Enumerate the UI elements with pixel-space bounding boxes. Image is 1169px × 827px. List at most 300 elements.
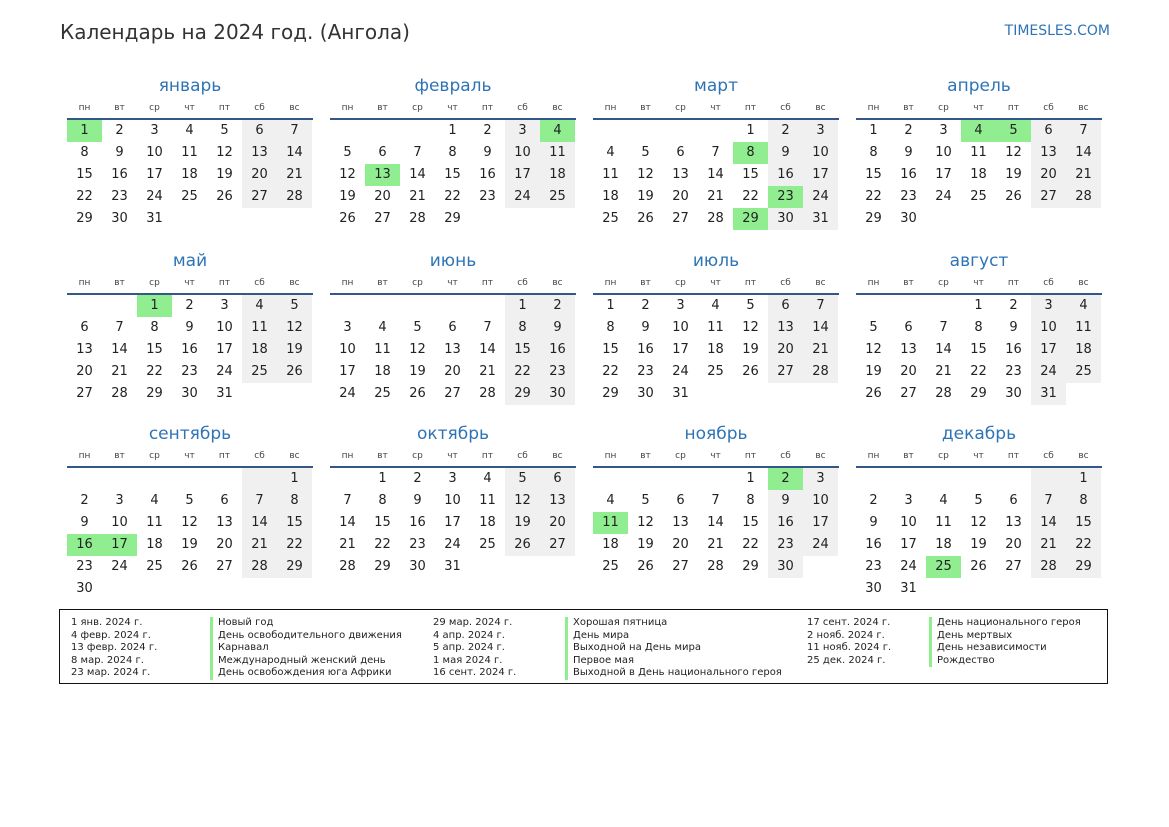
day-cell: 2: [540, 295, 575, 317]
day-cell: 4: [185, 123, 194, 138]
legend-holiday-name: День освобождения юга Африки: [210, 667, 402, 680]
empty-cell: [400, 120, 435, 142]
empty-cell: [628, 468, 663, 490]
day-cell: 1: [746, 123, 755, 138]
day-cell: 11: [540, 142, 575, 164]
day-cell: 27: [768, 361, 803, 383]
weekday-label: сб: [780, 451, 791, 461]
day-grid: [856, 468, 1102, 600]
empty-cell: [593, 120, 628, 142]
day-cell: 5: [641, 493, 650, 508]
weekday-header: [67, 273, 313, 295]
day-cell: 30: [181, 386, 198, 401]
weekday-header: [330, 446, 576, 468]
weekday-label: сб: [254, 278, 265, 288]
weekday-label: пт: [481, 103, 494, 113]
empty-cell: [663, 468, 698, 490]
day-cell: 29: [444, 211, 461, 226]
legend-date: 29 мар. 2024 г.: [433, 617, 513, 628]
day-cell: 27: [242, 186, 277, 208]
day-cell: 15: [602, 342, 619, 357]
day-cell: 4: [378, 320, 387, 335]
day-cell: 9: [185, 320, 194, 335]
day-cell: 30: [865, 581, 882, 596]
weekday-label: ср: [412, 103, 423, 113]
weekday-label: ср: [149, 451, 160, 461]
holiday-cell: 13: [365, 164, 400, 186]
day-cell: 23: [111, 189, 128, 204]
day-cell: 24: [935, 189, 952, 204]
holiday-cell: 5: [996, 120, 1031, 142]
weekday-header: [593, 98, 839, 120]
day-cell: 5: [641, 145, 650, 160]
day-cell: 14: [1066, 142, 1101, 164]
day-cell: 26: [339, 211, 356, 226]
day-cell: 10: [672, 320, 689, 335]
day-cell: 9: [540, 317, 575, 339]
day-cell: 27: [374, 211, 391, 226]
day-cell: 27: [444, 386, 461, 401]
weekday-label: вс: [552, 278, 563, 288]
legend-holiday-name: День национального героя: [929, 617, 1081, 630]
day-cell: 15: [277, 512, 312, 534]
month-name: январь: [158, 76, 222, 96]
weekday-header: [593, 273, 839, 295]
day-cell: 20: [540, 512, 575, 534]
weekday-label: чт: [184, 103, 195, 113]
weekday-label: пн: [604, 278, 617, 288]
empty-cell: [102, 295, 137, 317]
day-cell: 8: [505, 317, 540, 339]
day-cell: 3: [115, 493, 124, 508]
day-cell: 13: [216, 515, 233, 530]
day-grid: [593, 295, 839, 405]
day-cell: 3: [939, 123, 948, 138]
day-cell: 8: [869, 145, 878, 160]
day-cell: 13: [672, 515, 689, 530]
weekday-label: чт: [447, 451, 458, 461]
weekday-label: сб: [1043, 278, 1054, 288]
day-cell: 26: [742, 364, 759, 379]
legend-holiday-name: Международный женский день: [210, 655, 402, 668]
day-cell: 1: [606, 298, 615, 313]
weekday-label: вс: [1078, 451, 1089, 461]
day-cell: 11: [146, 515, 163, 530]
empty-cell: [663, 120, 698, 142]
day-cell: 31: [216, 386, 233, 401]
empty-cell: [365, 295, 400, 317]
day-cell: 2: [413, 471, 422, 486]
day-grid: [593, 468, 839, 578]
day-cell: 1: [277, 468, 312, 490]
empty-cell: [961, 468, 996, 490]
month-12: [856, 422, 1102, 600]
day-cell: 26: [277, 361, 312, 383]
day-cell: 7: [711, 145, 720, 160]
empty-cell: [67, 295, 102, 317]
day-cell: 7: [343, 493, 352, 508]
day-cell: 31: [803, 208, 838, 230]
day-cell: 5: [185, 493, 194, 508]
day-cell: 8: [448, 145, 457, 160]
legend-names: [565, 617, 782, 680]
day-cell: 2: [869, 493, 878, 508]
day-cell: 30: [540, 383, 575, 405]
day-cell: 12: [865, 342, 882, 357]
holiday-cell: 16: [67, 534, 102, 556]
day-cell: 15: [742, 515, 759, 530]
empty-cell: [137, 468, 172, 490]
month-name: март: [694, 76, 738, 96]
day-cell: 28: [803, 361, 838, 383]
day-cell: 22: [277, 534, 312, 556]
day-cell: 12: [409, 342, 426, 357]
day-cell: 2: [641, 298, 650, 313]
day-cell: 11: [479, 493, 496, 508]
day-cell: 22: [505, 361, 540, 383]
day-cell: 22: [374, 537, 391, 552]
day-cell: 4: [483, 471, 492, 486]
day-cell: 23: [637, 364, 654, 379]
legend-date: 5 апр. 2024 г.: [433, 642, 505, 653]
day-cell: 15: [76, 167, 93, 182]
day-cell: 26: [181, 559, 198, 574]
legend-date: 2 нояб. 2024 г.: [807, 629, 885, 641]
day-cell: 7: [483, 320, 492, 335]
month-name: декабрь: [941, 424, 1017, 444]
day-cell: 9: [413, 493, 422, 508]
day-cell: 21: [242, 534, 277, 556]
day-cell: 2: [1009, 298, 1018, 313]
weekday-label: сб: [517, 451, 528, 461]
weekday-label: сб: [780, 103, 791, 113]
day-cell: 6: [768, 295, 803, 317]
weekday-label: ср: [412, 278, 423, 288]
day-cell: 5: [343, 145, 352, 160]
weekday-label: вс: [289, 103, 300, 113]
day-cell: 17: [672, 342, 689, 357]
day-cell: 5: [869, 320, 878, 335]
day-cell: 23: [76, 559, 93, 574]
day-cell: 26: [865, 386, 882, 401]
legend-date: 16 сент. 2024 г.: [433, 667, 517, 678]
day-cell: 27: [216, 559, 233, 574]
holiday-cell: 4: [961, 120, 996, 142]
day-cell: 30: [1005, 386, 1022, 401]
month-name: июль: [692, 251, 740, 271]
legend-names: [929, 617, 1081, 667]
day-cell: 24: [111, 559, 128, 574]
day-cell: 12: [742, 320, 759, 335]
day-cell: 20: [374, 189, 391, 204]
day-cell: 13: [1031, 142, 1066, 164]
day-cell: 24: [216, 364, 233, 379]
day-cell: 1: [869, 123, 878, 138]
day-cell: 29: [970, 386, 987, 401]
weekday-label: ср: [938, 103, 949, 113]
day-cell: 3: [803, 120, 838, 142]
legend-date: 4 апр. 2024 г.: [433, 629, 505, 641]
weekday-header: [856, 446, 1102, 468]
weekday-label: пт: [218, 278, 231, 288]
weekday-label: вс: [815, 103, 826, 113]
day-cell: 26: [637, 211, 654, 226]
legend-holiday-name: Хорошая пятница: [565, 617, 782, 630]
weekday-header: [330, 98, 576, 120]
day-cell: 17: [216, 342, 233, 357]
day-cell: 28: [409, 211, 426, 226]
day-cell: 4: [242, 295, 277, 317]
day-cell: 12: [637, 515, 654, 530]
empty-cell: [242, 468, 277, 490]
day-cell: 2: [904, 123, 913, 138]
weekday-label: пн: [604, 451, 617, 461]
day-cell: 10: [216, 320, 233, 335]
holiday-cell: 2: [768, 468, 803, 490]
day-cell: 1: [505, 295, 540, 317]
weekday-label: сб: [254, 103, 265, 113]
weekday-label: вт: [377, 451, 388, 461]
day-grid: [593, 120, 839, 230]
day-cell: 18: [242, 339, 277, 361]
day-cell: 7: [277, 120, 312, 142]
day-cell: 8: [150, 320, 159, 335]
day-cell: 25: [181, 189, 198, 204]
day-cell: 12: [637, 167, 654, 182]
weekday-label: чт: [973, 278, 984, 288]
day-cell: 25: [602, 559, 619, 574]
day-cell: 12: [181, 515, 198, 530]
day-cell: 7: [115, 320, 124, 335]
empty-cell: [1031, 468, 1066, 490]
day-cell: 4: [711, 298, 720, 313]
weekday-label: вс: [289, 278, 300, 288]
month-10: [330, 422, 576, 578]
day-cell: 25: [707, 364, 724, 379]
day-cell: 25: [374, 386, 391, 401]
day-cell: 28: [277, 186, 312, 208]
empty-cell: [172, 468, 207, 490]
empty-cell: [698, 468, 733, 490]
empty-cell: [891, 468, 926, 490]
day-cell: 19: [637, 537, 654, 552]
legend-date: 13 февр. 2024 г.: [71, 642, 158, 653]
day-cell: 2: [768, 120, 803, 142]
day-cell: 10: [505, 142, 540, 164]
day-cell: 22: [444, 189, 461, 204]
day-cell: 6: [80, 320, 89, 335]
day-cell: 19: [637, 189, 654, 204]
day-cell: 3: [343, 320, 352, 335]
day-cell: 18: [935, 537, 952, 552]
day-cell: 23: [900, 189, 917, 204]
month-6: [330, 249, 576, 405]
day-cell: 31: [1031, 383, 1066, 405]
weekday-label: пн: [867, 103, 880, 113]
legend-holiday-name: Рождество: [929, 655, 1081, 668]
day-cell: 1: [378, 471, 387, 486]
weekday-label: вт: [903, 451, 914, 461]
empty-cell: [102, 468, 137, 490]
month-name: май: [172, 251, 208, 271]
weekday-label: чт: [973, 451, 984, 461]
day-cell: 25: [479, 537, 496, 552]
day-cell: 16: [540, 339, 575, 361]
day-grid: [67, 468, 313, 600]
month-11: [593, 422, 839, 578]
weekday-label: ср: [675, 278, 686, 288]
day-grid: [330, 120, 576, 230]
day-cell: 10: [339, 342, 356, 357]
day-cell: 30: [637, 386, 654, 401]
weekday-label: чт: [184, 451, 195, 461]
day-cell: 9: [768, 142, 803, 164]
day-cell: 28: [111, 386, 128, 401]
holiday-cell: 25: [926, 556, 961, 578]
day-cell: 10: [444, 493, 461, 508]
day-cell: 23: [479, 189, 496, 204]
weekday-header: [856, 273, 1102, 295]
day-cell: 22: [742, 537, 759, 552]
day-cell: 11: [181, 145, 198, 160]
day-cell: 30: [768, 208, 803, 230]
day-cell: 19: [865, 364, 882, 379]
holiday-cell: 11: [593, 512, 628, 534]
weekday-label: чт: [973, 103, 984, 113]
day-cell: 10: [1031, 317, 1066, 339]
weekday-label: пт: [744, 451, 757, 461]
day-cell: 8: [1066, 490, 1101, 512]
day-cell: 9: [869, 515, 878, 530]
day-cell: 5: [220, 123, 229, 138]
day-cell: 9: [1009, 320, 1018, 335]
day-cell: 13: [76, 342, 93, 357]
day-cell: 15: [742, 167, 759, 182]
day-cell: 25: [1066, 361, 1101, 383]
day-cell: 10: [146, 145, 163, 160]
weekday-label: пт: [744, 103, 757, 113]
day-cell: 25: [602, 211, 619, 226]
day-cell: 1: [746, 471, 755, 486]
day-grid: [330, 468, 576, 578]
day-cell: 4: [939, 493, 948, 508]
day-cell: 30: [768, 556, 803, 578]
day-cell: 6: [676, 145, 685, 160]
day-cell: 2: [80, 493, 89, 508]
weekday-label: вс: [1078, 278, 1089, 288]
day-cell: 1: [1066, 468, 1101, 490]
day-cell: 24: [672, 364, 689, 379]
weekday-label: ср: [149, 278, 160, 288]
month-5: [67, 249, 313, 405]
weekday-label: сб: [780, 278, 791, 288]
empty-cell: [593, 468, 628, 490]
day-grid: [856, 295, 1102, 405]
empty-cell: [400, 295, 435, 317]
day-cell: 21: [707, 189, 724, 204]
day-cell: 30: [111, 211, 128, 226]
day-cell: 20: [672, 189, 689, 204]
empty-cell: [996, 468, 1031, 490]
day-cell: 17: [935, 167, 952, 182]
day-cell: 29: [1066, 556, 1101, 578]
weekday-label: вс: [552, 451, 563, 461]
weekday-label: пн: [341, 103, 354, 113]
weekday-header: [330, 273, 576, 295]
day-cell: 2: [185, 298, 194, 313]
empty-cell: [470, 295, 505, 317]
day-cell: 30: [900, 211, 917, 226]
month-name: август: [949, 251, 1009, 271]
day-cell: 18: [479, 515, 496, 530]
day-cell: 10: [111, 515, 128, 530]
empty-cell: [926, 295, 961, 317]
site-link[interactable]: TIMESLES.COM: [1004, 23, 1110, 39]
day-cell: 31: [900, 581, 917, 596]
day-cell: 23: [865, 559, 882, 574]
day-cell: 5: [746, 298, 755, 313]
day-cell: 5: [505, 468, 540, 490]
empty-cell: [856, 468, 891, 490]
day-cell: 5: [413, 320, 422, 335]
day-cell: 16: [768, 512, 803, 534]
day-cell: 16: [637, 342, 654, 357]
day-cell: 8: [974, 320, 983, 335]
day-cell: 18: [602, 189, 619, 204]
day-cell: 17: [444, 515, 461, 530]
day-cell: 4: [606, 493, 615, 508]
day-cell: 21: [1066, 164, 1101, 186]
legend-holiday-name: Новый год: [210, 617, 402, 630]
day-cell: 14: [339, 515, 356, 530]
day-cell: 19: [505, 512, 540, 534]
day-cell: 30: [76, 581, 93, 596]
weekday-label: сб: [1043, 103, 1054, 113]
day-cell: 12: [277, 317, 312, 339]
day-cell: 17: [803, 164, 838, 186]
day-cell: 19: [409, 364, 426, 379]
month-name: июнь: [429, 251, 477, 271]
weekday-label: вт: [903, 278, 914, 288]
day-cell: 19: [1005, 167, 1022, 182]
weekday-header: [856, 98, 1102, 120]
weekday-label: вт: [114, 103, 125, 113]
day-cell: 6: [448, 320, 457, 335]
day-cell: 18: [374, 364, 391, 379]
legend-holiday-name: День независимости: [929, 642, 1081, 655]
weekday-label: чт: [710, 278, 721, 288]
weekday-label: пт: [1007, 278, 1020, 288]
weekday-label: сб: [254, 451, 265, 461]
day-cell: 13: [900, 342, 917, 357]
day-cell: 6: [1009, 493, 1018, 508]
day-cell: 21: [707, 537, 724, 552]
day-cell: 7: [1066, 120, 1101, 142]
day-cell: 24: [339, 386, 356, 401]
day-cell: 16: [409, 515, 426, 530]
month-name: октябрь: [416, 424, 490, 444]
day-cell: 3: [904, 493, 913, 508]
day-cell: 19: [970, 537, 987, 552]
holiday-cell: 8: [733, 142, 768, 164]
day-cell: 16: [479, 167, 496, 182]
month-name: сентябрь: [148, 424, 232, 444]
day-cell: 6: [540, 468, 575, 490]
day-cell: 14: [409, 167, 426, 182]
legend-date: 8 мар. 2024 г.: [71, 654, 144, 666]
day-cell: 31: [444, 559, 461, 574]
day-cell: 5: [277, 295, 312, 317]
